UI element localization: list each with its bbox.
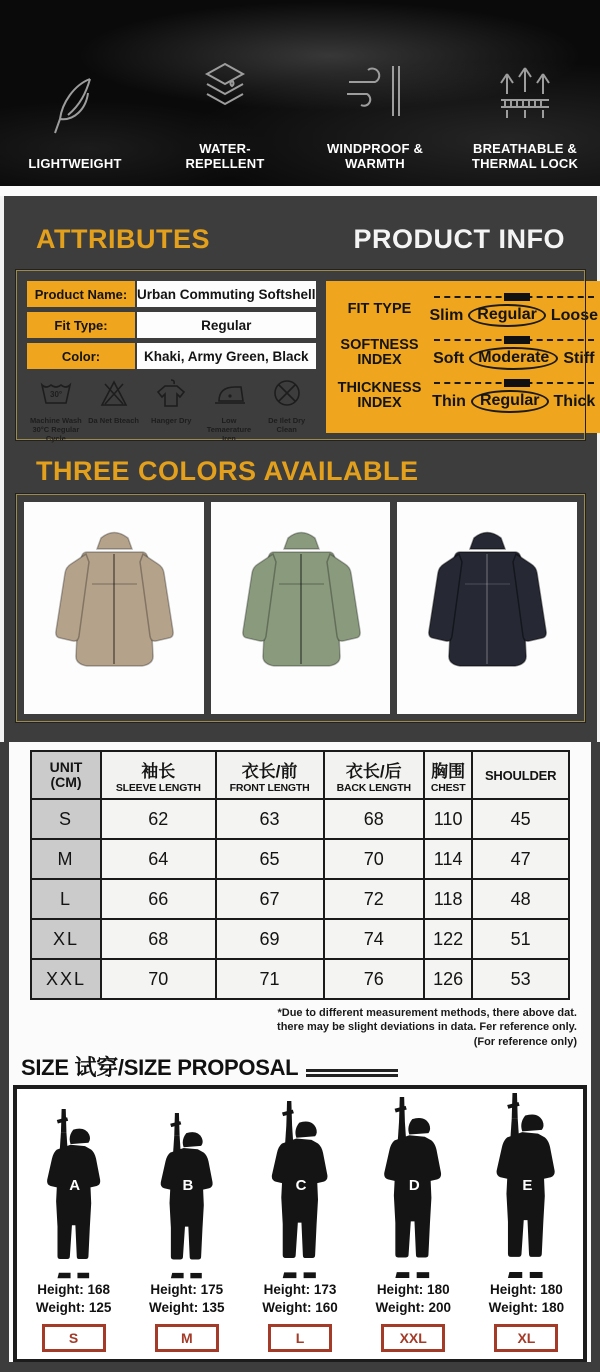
- table-cell: 72: [324, 879, 424, 919]
- soldier-silhouette: [243, 1093, 356, 1281]
- table-header-shoulder: SHOULDER: [472, 751, 569, 799]
- do-not-dry-clean-icon: [271, 377, 303, 414]
- note-line: *Due to different measurement methods, there above dat.: [277, 1007, 577, 1019]
- size-chart-table: [30, 750, 570, 1000]
- table-cell: 70: [324, 839, 424, 879]
- jacket-army-green-image: [211, 502, 391, 714]
- model-letter: E: [522, 1177, 533, 1195]
- size-stamp: S: [42, 1324, 106, 1352]
- product-info-panel: [326, 281, 600, 433]
- model-b: [130, 1093, 243, 1359]
- table-cell: 71: [216, 959, 324, 999]
- soldier-silhouette: [17, 1093, 130, 1281]
- softness-row: [334, 336, 599, 370]
- attr-value: Regular: [137, 312, 316, 338]
- table-cell: 70: [101, 959, 216, 999]
- model-letter: C: [295, 1177, 307, 1195]
- size-proposal-header: [9, 1049, 591, 1083]
- table-cell: 114: [424, 839, 472, 879]
- care-do-not-dry-clean: [258, 377, 316, 443]
- table-cell: 53: [472, 959, 569, 999]
- table-cell: 74: [324, 919, 424, 959]
- table-cell: 68: [101, 919, 216, 959]
- model-height: Height: 168: [37, 1281, 110, 1297]
- model-weight: Weight: 200: [375, 1300, 451, 1316]
- model-weight: Weight: 180: [488, 1300, 565, 1316]
- softness-indicator: [426, 336, 599, 370]
- model-height: Height: 173: [263, 1281, 337, 1297]
- table-row: [31, 839, 569, 879]
- size-label: XL: [31, 919, 101, 959]
- info-label: SOFTNESS INDEX: [340, 336, 419, 368]
- section-header: [14, 224, 587, 264]
- model-height: Height: 180: [376, 1281, 450, 1297]
- model-letter: D: [408, 1177, 420, 1195]
- care-label: De Ilet Dry Clean: [268, 416, 306, 434]
- divider-strip: [0, 186, 600, 196]
- color-swatches-box: [16, 494, 585, 722]
- feature-lightweight: [0, 0, 150, 186]
- do-not-bleach-icon: [98, 377, 130, 414]
- size-section: [9, 742, 591, 1362]
- measurement-note: [9, 1000, 591, 1049]
- feather-icon: [44, 65, 106, 147]
- table-cell: 48: [472, 879, 569, 919]
- care-do-not-bleach: [85, 377, 143, 443]
- attr-row-fit-type: [27, 312, 316, 338]
- thickness-row: [334, 379, 599, 413]
- model-height: Height: 180: [490, 1281, 563, 1297]
- table-cell: 62: [101, 799, 216, 839]
- size-models-panel: [13, 1085, 587, 1362]
- table-cell: 51: [472, 919, 569, 959]
- jacket-black-image: [397, 502, 577, 714]
- note-line: (For reference only): [473, 1035, 577, 1048]
- jacket-khaki-image: [24, 502, 204, 714]
- attributes-table: [27, 281, 316, 443]
- attr-label: Fit Type:: [27, 312, 135, 338]
- attributes-section: [0, 196, 600, 742]
- attr-label: Product Name:: [27, 281, 135, 307]
- fit-type-row: [334, 293, 599, 327]
- table-cell: 126: [424, 959, 472, 999]
- fit-type-indicator: [426, 293, 599, 327]
- table-cell: 69: [216, 919, 324, 959]
- hanger-dry-icon: [154, 377, 188, 414]
- table-cell: 68: [324, 799, 424, 839]
- model-weight: Weight: 125: [35, 1300, 112, 1316]
- attributes-title: ATTRIBUTES: [36, 224, 210, 254]
- feature-water-repellent: [150, 0, 300, 186]
- info-label: FIT TYPE: [347, 301, 412, 318]
- care-machine-wash: [27, 377, 85, 443]
- care-label: Low Temaerature Iren: [206, 416, 252, 443]
- option-left: Slim: [429, 306, 464, 324]
- table-header-chest: 胸围 CHEST: [424, 751, 472, 799]
- feature-label: WATER-REPELLENT: [185, 141, 265, 172]
- machine-wash-icon: [38, 377, 74, 414]
- index-slider: [434, 336, 595, 345]
- size-stamp: XL: [494, 1324, 558, 1352]
- table-cell: 66: [101, 879, 216, 919]
- care-low-temp-iron: [200, 377, 258, 443]
- size-label: S: [31, 799, 101, 839]
- product-info-title: PRODUCT INFO: [353, 224, 565, 254]
- model-e: [470, 1093, 583, 1359]
- option-right: Loose: [550, 306, 598, 324]
- layers-icon: [192, 50, 258, 132]
- feature-windproof: [300, 0, 450, 186]
- model-weight: Weight: 135: [149, 1300, 225, 1316]
- svg-text:30°: 30°: [49, 390, 62, 399]
- table-header-front: 衣长/前 FRONT LENGTH: [216, 751, 324, 799]
- size-label: L: [31, 879, 101, 919]
- care-label: Hanger Dry: [151, 416, 192, 425]
- model-c: [243, 1093, 356, 1359]
- table-row: [31, 799, 569, 839]
- note-line: there may be slight deviations in data. Fer reference only.: [277, 1021, 577, 1034]
- table-cell: 76: [324, 959, 424, 999]
- breathable-icon: [493, 50, 557, 132]
- size-stamp: L: [268, 1324, 332, 1352]
- feature-banner: [0, 0, 600, 186]
- soldier-silhouette: [357, 1093, 470, 1281]
- table-cell: 45: [472, 799, 569, 839]
- option-left: Soft: [433, 349, 465, 367]
- size-stamp: XXL: [381, 1324, 445, 1352]
- attr-value: Khaki, Army Green, Black: [137, 343, 316, 369]
- title-underline: [306, 1069, 398, 1077]
- info-label: THICKNESS INDEX: [337, 379, 422, 411]
- attr-label: Color:: [27, 343, 135, 369]
- index-slider: [434, 379, 595, 388]
- wind-icon: [343, 50, 407, 132]
- care-hanger-dry: [142, 377, 200, 443]
- table-header-unit: UNIT (CM): [31, 751, 101, 799]
- care-label: Da Net Bteach: [88, 416, 139, 425]
- care-icons-row: [27, 377, 316, 443]
- three-colors-title: THREE COLORS AVAILABLE: [36, 456, 419, 486]
- care-label: Machine Wash 30°C Regular Cycle: [29, 416, 82, 443]
- soldier-silhouette: [130, 1093, 243, 1281]
- model-height: Height: 175: [150, 1281, 224, 1297]
- feature-label: WINDPROOF & WARMTH: [326, 141, 424, 172]
- table-header-sleeve: 袖长 SLEEVE LENGTH: [101, 751, 216, 799]
- attr-row-product-name: [27, 281, 316, 307]
- table-cell: 110: [424, 799, 472, 839]
- model-letter: B: [182, 1177, 194, 1195]
- attributes-box: [16, 270, 598, 443]
- feature-label: LIGHTWEIGHT: [28, 156, 122, 172]
- table-header-row: [31, 751, 569, 799]
- table-cell: 64: [101, 839, 216, 879]
- model-a: [17, 1093, 130, 1359]
- size-label: M: [31, 839, 101, 879]
- size-label: XXL: [31, 959, 101, 999]
- soldier-silhouette: [470, 1093, 583, 1281]
- table-cell: 118: [424, 879, 472, 919]
- table-cell: 47: [472, 839, 569, 879]
- feature-breathable: [450, 0, 600, 186]
- option-left: Thin: [432, 392, 466, 410]
- size-proposal-title: SIZE 试穿/SIZE PROPOSAL: [21, 1055, 299, 1081]
- table-cell: 63: [216, 799, 324, 839]
- table-header-back: 衣长/后 BACK LENGTH: [324, 751, 424, 799]
- table-cell: 122: [424, 919, 472, 959]
- option-selected: Regular: [468, 304, 546, 327]
- table-row: [31, 879, 569, 919]
- low-temperature-iron-icon: [211, 377, 247, 414]
- table-row: [31, 959, 569, 999]
- option-right: Thick: [553, 392, 596, 410]
- option-right: Stiff: [563, 349, 595, 367]
- table-row: [31, 919, 569, 959]
- model-d: [357, 1093, 470, 1359]
- feature-label: BREATHABLE & THERMAL LOCK: [471, 141, 579, 172]
- option-selected: Regular: [471, 390, 549, 413]
- size-stamp: M: [155, 1324, 219, 1352]
- model-weight: Weight: 160: [262, 1300, 338, 1316]
- attr-value: Urban Commuting Softshell: [137, 281, 316, 307]
- thickness-indicator: [426, 379, 599, 413]
- table-cell: 65: [216, 839, 324, 879]
- option-selected: Moderate: [469, 347, 558, 370]
- index-slider: [434, 293, 595, 302]
- attr-row-color: [27, 343, 316, 369]
- table-cell: 67: [216, 879, 324, 919]
- model-letter: A: [69, 1177, 81, 1195]
